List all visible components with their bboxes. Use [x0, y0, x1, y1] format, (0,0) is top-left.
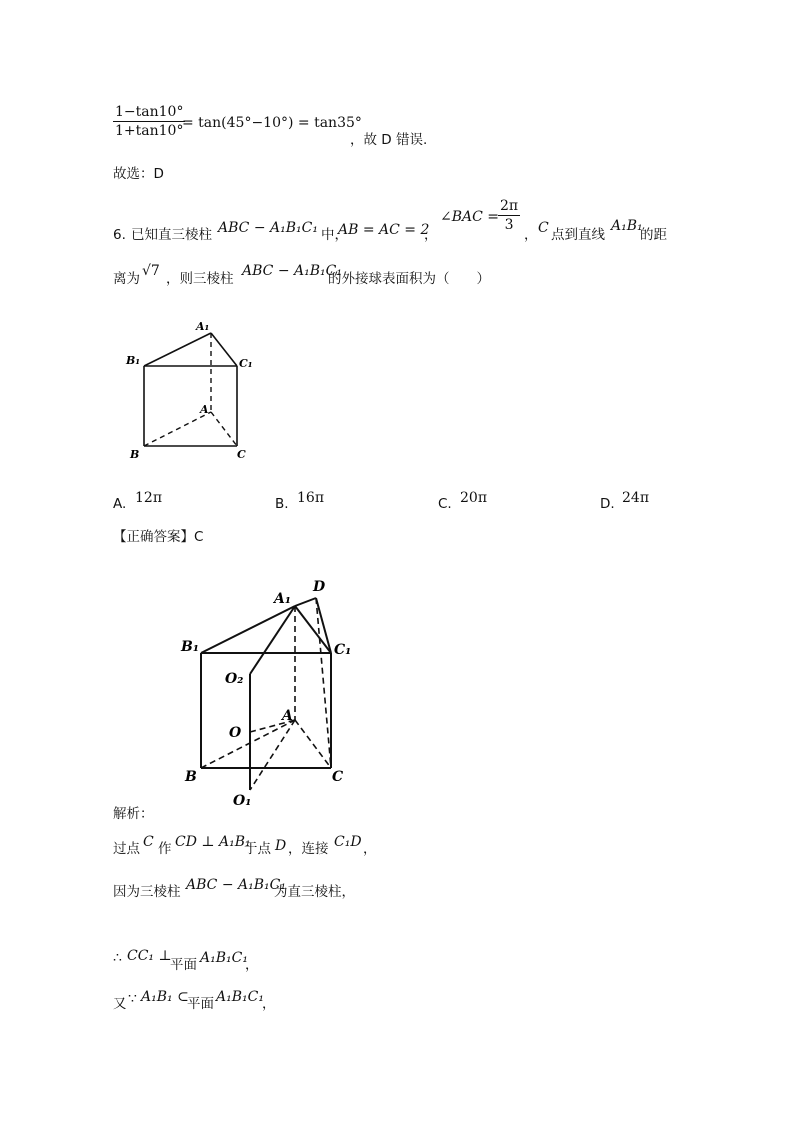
step3-math-2: A₁B₁C₁ — [200, 950, 248, 966]
top-fraction-denominator: 1+tan10° — [115, 123, 184, 139]
step1-text-3: 于点 — [244, 841, 271, 857]
question-text-2: 中， — [321, 227, 348, 243]
label-a: A — [200, 403, 209, 416]
top-fraction-numerator: 1−tan10° — [115, 104, 184, 120]
prism-figure-1 — [120, 312, 260, 467]
question-number: 6. — [113, 227, 126, 243]
option-b-letter: B. — [275, 496, 289, 512]
top-formula-rhs: = tan(45°−10°) = tan35° — [182, 115, 362, 131]
segment-a-o1-hidden — [250, 720, 295, 790]
question-text-4: 点到直线 — [551, 227, 605, 243]
angle-fraction — [498, 198, 520, 233]
label-o: O — [229, 725, 242, 741]
edge-a-c-hidden — [211, 412, 237, 446]
edge-b-a-hidden — [144, 412, 211, 446]
step2-math-1: ABC − A₁B₁C₁ — [186, 877, 286, 893]
angle-bac: ∠BAC = — [440, 209, 500, 225]
correct-answer: 【正确答案】C — [113, 529, 204, 545]
question-text-6: 离为 — [113, 271, 140, 287]
step1-math-4: C₁D — [334, 834, 362, 850]
label-a: A — [282, 708, 293, 724]
step1-math-2: CD ⊥ A₁B₁ — [175, 834, 251, 850]
option-d-letter: D. — [600, 496, 615, 512]
label-c1: C₁ — [334, 642, 352, 658]
top-formula-note: ，故 D 错误. — [350, 132, 428, 148]
line-a1b1: A₁B₁ — [611, 218, 643, 234]
step1-text-5: ， — [363, 841, 377, 857]
question-text-8: 的外接球表面积为（ ） — [328, 271, 490, 287]
option-b-value: 16π — [297, 490, 325, 506]
option-d-value: 24π — [622, 490, 650, 506]
step4-text-1: 平面 — [187, 996, 214, 1012]
top-fraction — [113, 104, 185, 139]
step2-text-2: 为直三棱柱， — [274, 884, 355, 900]
option-a-value: 12π — [135, 490, 163, 506]
label-a1: A₁ — [274, 591, 291, 607]
question-text-7: ，则三棱柱 — [166, 271, 234, 287]
step1-text-2: 作 — [158, 841, 172, 857]
label-b1: B₁ — [126, 354, 141, 367]
prism-name-2: ABC − A₁B₁C₁ — [242, 263, 342, 279]
prism-figure-2 — [170, 570, 370, 810]
label-c: C — [237, 448, 246, 461]
step4-math-1: A₁B₁ ⊂ — [141, 989, 189, 1005]
step2-text-1: 因为三棱柱 — [113, 884, 181, 900]
label-o1: O₁ — [233, 793, 252, 809]
step1-math-3: D — [275, 838, 287, 854]
option-a-letter: A. — [113, 496, 127, 512]
label-c: C — [332, 769, 344, 785]
point-c: C — [538, 220, 549, 236]
edge-a1-d — [295, 598, 316, 606]
sqrt-seven: √7 — [142, 263, 160, 279]
step3-math-1: CC₁ ⊥ — [127, 948, 172, 964]
step3-therefore: ∴ — [113, 950, 122, 966]
angle-fraction-denominator: 3 — [504, 217, 514, 233]
question-text-3: ， — [524, 227, 538, 243]
step3-text-1: 平面 — [170, 957, 197, 973]
edge-b1-a1 — [144, 333, 211, 366]
label-c1: C₁ — [239, 357, 253, 370]
label-a1: A₁ — [196, 320, 210, 333]
equation-ab-ac: AB = AC = 2 — [338, 222, 430, 238]
option-c-value: 20π — [460, 490, 488, 506]
edge-a-c-hidden — [295, 720, 331, 768]
step1-text-1: 过点 — [113, 841, 140, 857]
label-b: B — [185, 769, 197, 785]
edge-b-a-hidden — [201, 720, 295, 768]
step4-math-2: A₁B₁C₁ — [216, 989, 264, 1005]
label-o2: O₂ — [225, 671, 244, 687]
label-d: D — [313, 579, 326, 595]
previous-answer: 故选：D — [113, 166, 164, 182]
step3-text-2: ， — [245, 957, 259, 973]
analysis-label: 解析： — [113, 806, 154, 822]
option-c-letter: C. — [438, 496, 452, 512]
question-comma: ， — [424, 227, 438, 243]
label-b: B — [130, 448, 140, 461]
step4-text-2: ， — [262, 996, 276, 1012]
question-text-1: 已知直三棱柱 — [131, 227, 212, 243]
prism-name-1: ABC − A₁B₁C₁ — [218, 220, 318, 236]
label-b1: B₁ — [181, 639, 199, 655]
question-text-5: 的距 — [640, 227, 667, 243]
angle-fraction-numerator: 2π — [500, 198, 519, 214]
edge-a1-c1 — [211, 333, 237, 366]
step1-math-1: C — [143, 834, 154, 850]
step4-text-0: 又 — [113, 996, 127, 1012]
step1-text-4: ，连接 — [288, 841, 329, 857]
edge-b1-a1 — [201, 606, 295, 653]
step4-because: ∵ — [128, 991, 137, 1007]
